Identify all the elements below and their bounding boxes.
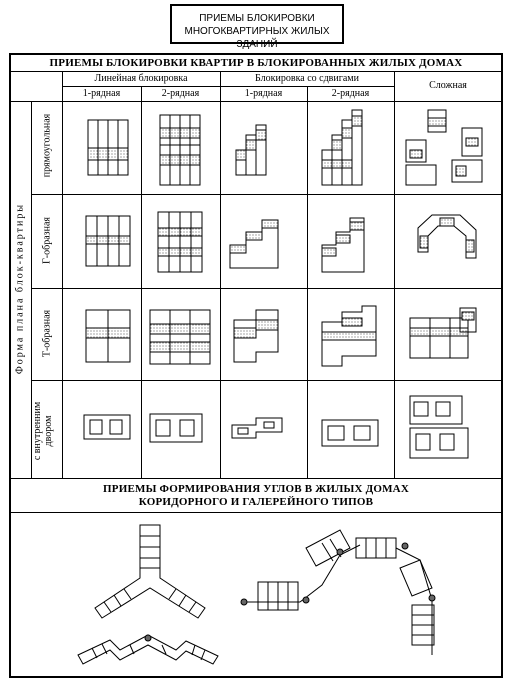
row-label-rect: прямоугольная [41, 113, 53, 178]
group-linear-label: Линейная блокировка [94, 73, 188, 84]
row-label-t: Т-образная [41, 309, 53, 358]
row-label-court: с внутренним двором [32, 401, 54, 461]
y-shaped-building [95, 525, 205, 618]
page-title-line1: ПРИЕМЫ БЛОКИРОВКИ [199, 13, 315, 24]
col-shift-2row: 2-рядная [331, 88, 370, 99]
page-title-line2: МНОГОКВАРТИРНЫХ ЖИЛЫХ ЗДАНИЙ [184, 26, 330, 50]
section2-title-line1: ПРИЕМЫ ФОРМИРОВАНИЯ УГЛОВ В ЖИЛЫХ ДОМАХ [103, 483, 409, 495]
complex-label: Сложная [429, 80, 467, 91]
gallery-building [241, 530, 435, 655]
side-label: Форма плана блок-квартиры [14, 202, 26, 375]
row-label-g: Г-образная [41, 217, 53, 264]
col-linear-2row: 2-рядная [161, 88, 200, 99]
group-shift-label: Блокировка со сдвигами [255, 73, 359, 84]
col-shift-1row: 1-рядная [244, 88, 283, 99]
zigzag-building [78, 635, 218, 664]
col-linear-1row: 1-рядная [82, 88, 121, 99]
section2-title-line2: КОРИДОРНОГО И ГАЛЕРЕЙНОГО ТИПОВ [138, 496, 374, 508]
section1-title: ПРИЕМЫ БЛОКИРОВКИ КВАРТИР В БЛОКИРОВАННЫХ ЖИЛЫХ ДОМАХ [49, 57, 463, 69]
